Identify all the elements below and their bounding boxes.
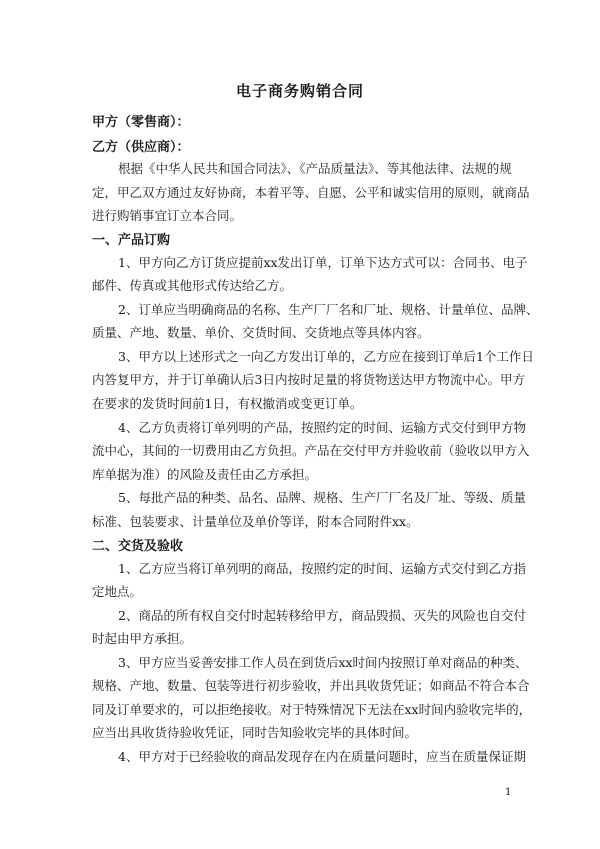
- clause-line: 2、商品的所有权自交付时起转移给甲方，商品毁损、灭失的风险也自交付: [118, 608, 526, 623]
- clause-line: 内答复甲方，并于订单确认后3日内按时足量的将货物送达甲方物流中心。甲方: [92, 372, 525, 387]
- clause-line: 流中心，其间的一切费用由乙方负担。产品在交付甲方并验收前（验收以甲方入: [92, 443, 530, 458]
- page-number: 1: [505, 787, 512, 798]
- clause-line: 3、甲方以上述形式之一向乙方发出订单的，乙方应在接到订单后1个工作日: [118, 349, 534, 364]
- clause-line: 5、每批产品的种类、品名、品牌、规格、生产厂厂名及厂址、等级、质量: [118, 490, 526, 505]
- document-title: 电子商务购销合同: [235, 82, 364, 100]
- preamble-line: 进行购销事宜订立本合同。: [92, 208, 243, 223]
- clause-line: 2、订单应当明确商品的名称、生产厂厂名和厂址、规格、计量单位、品牌、: [118, 302, 539, 317]
- clause-line: 应当出具收货待验收凭证，同时告知验收完毕的具体时间。: [92, 725, 418, 740]
- preamble-line: 根据《中华人民共和国合同法》、《产品质量法》、等其他法律、法规的规: [118, 161, 512, 176]
- clause-line: 1、乙方应当将订单列明的商品，按照约定的时间、运输方式交付到乙方指: [118, 561, 526, 576]
- clause-line: 标准、包装要求、计量单位及单价等详，附本合同附件xx。: [92, 514, 419, 529]
- clause-line: 1、甲方向乙方订货应提前xx发出订单，订单下达方式可以：合同书、电子: [118, 255, 528, 270]
- clause-line: 邮件、传真或其他形式传达给乙方。: [92, 278, 293, 293]
- clause-line: 4、乙方负责将订单列明的产品，按照约定的时间、运输方式交付到甲方物: [118, 420, 526, 435]
- section-heading: 一、产品订购: [92, 233, 171, 248]
- party-a-label: 甲方（零售商）：: [92, 115, 190, 130]
- clause-line: 同及订单要求的，可以拒绝接收。对于特殊情况下无法在xx时间内验收完毕的，: [92, 702, 532, 717]
- section-heading: 二、交货及验收: [92, 539, 184, 554]
- clause-line: 时起由甲方承担。: [92, 631, 193, 646]
- clause-line: 定地点。: [92, 584, 143, 599]
- clause-line: 4、甲方对于已经验收的商品发现存在内在质量问题时，应当在质量保证期: [118, 749, 526, 764]
- clause-line: 在要求的发货时间前1日，有权撤消或变更订单。: [92, 396, 363, 411]
- preamble-line: 定，甲乙双方通过友好协商，本着平等、自愿、公平和诚实信用的原则，就商品: [92, 185, 530, 200]
- clause-line: 3、甲方应当妥善安排工作人员在到货后xx时间内按照订单对商品的种类、: [118, 655, 528, 670]
- party-b-label: 乙方（供应商）：: [92, 140, 190, 155]
- clause-line: 质量、产地、数量、单价、交货时间、交货地点等具体内容。: [92, 325, 430, 340]
- clause-line: 库单据为准）的风险及责任由乙方承担。: [92, 467, 318, 482]
- clause-line: 规格、产地、数量、包装等进行初步验收，并出具收货凭证；如商品不符合本合: [92, 678, 530, 693]
